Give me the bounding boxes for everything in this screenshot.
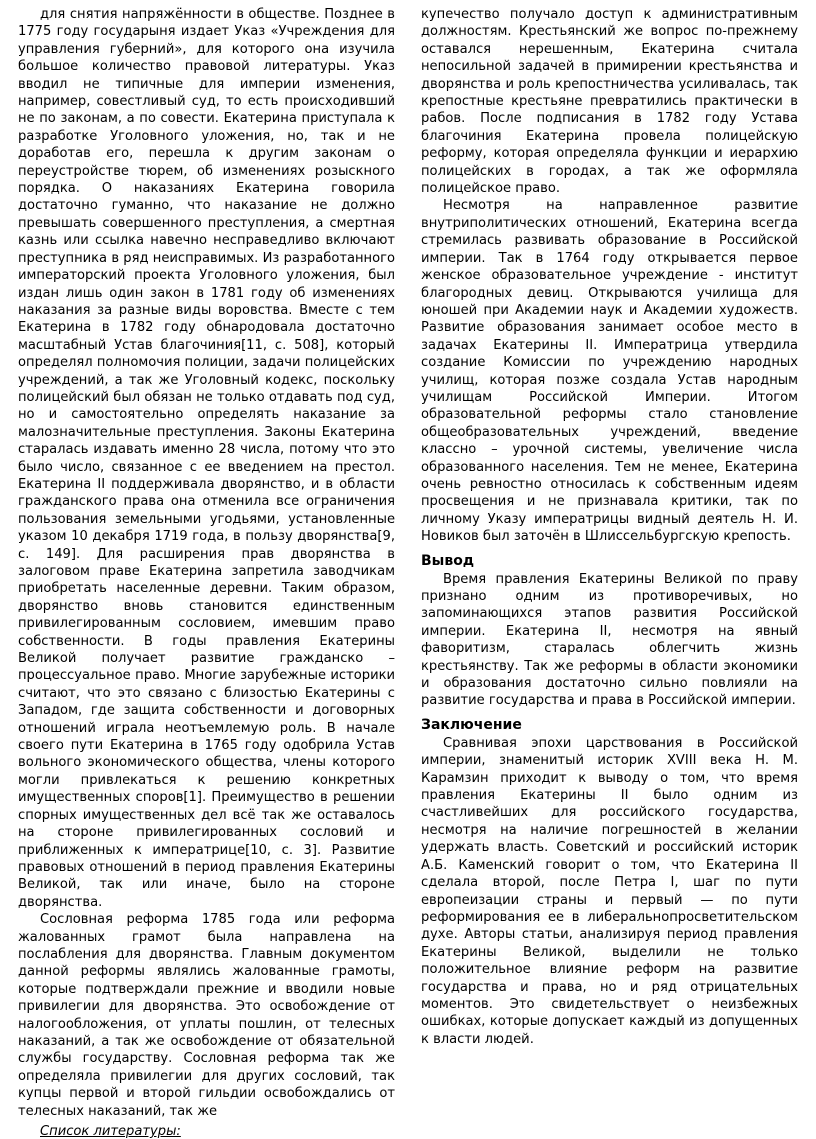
paragraph: Время правления Екатерины Великой по праву признано одним из противоречивых, но запоминающихся этапов развития Российской империи. Екатерина II, несмотря на явный фаворитизм, старалась облегчить жизнь крестьянству. Так же реформы в области экономики и образования достаточно сильно повлияли на развитие государства и права в Российской империи. [421, 571, 798, 709]
paragraph: Сословная реформа 1785 года или реформа жалованных грамот была направлена на послабления для дворянства. Главным документом данной реформы являлись жалованные грамоты, которые подтверждали прежние и вводили новые привилегии для дворянства. Это освобождение от налогообложения, от уплаты пошлин, от телесных наказаний, а так же освобождение от обязательной службы государству. Сословная реформа так же определяла привилегии для других сословий, так купцы первой и второй гильдии освобождались от телесных наказаний, так же [18, 912, 395, 1119]
section-heading-vyvod: Вывод [421, 552, 475, 569]
paragraph: для снятия напряжённости в обществе. Позднее в 1775 году государыня издает Указ «Учреждения для управления губерний», для которого она изучила большое количество правовой литературы. Указ вводил не типичные для империи изменения, например, совестливый суд, то есть происходивший не по законам, а по совести. Екатерина приступала к разработке Уголовного уложения, но, так и не доработав его, перешла к другим законам о переустройстве тюрем, об изменениях розыскного порядка. О наказаниях Екатерина говорила достаточно гуманно, что наказание не должно превышать совершенного преступления, а смертная казнь или ссылка навечно несправедливо включают преступника в ряд неисправимых. Из разработанного императорский проекта Уголовного уложения, был издан лишь один закон в 1781 году об изменениях наказания за разные виды воровства. Вместе с тем Екатерина в 1782 году обнародовала достаточно масштабный Устав благочиния[11, с. 508], который определял полномочия полиции, задачи полицейских учреждений, а так же Уголовный кодекс, поскольку полицейский был обязан не только отдавать под суд, но и самостоятельно определять наказание за малозначительные преступления. Законы Екатерина старалась издавать именно 28 числа, потому что это было число, связанное с ее введением на престол. Екатерина II поддерживала дворянство, и в области гражданского права она отменила все ограничения пользования земельными угодьями, установленные указом 10 декабря 1719 года, в пользу дворянства[9, с. 149]. Для расширения прав дворянства в залоговом праве Екатерина запретила заводчикам приобретать населенные деревни. Таким образом, дворянство вновь становится единственным привилегированным сословием, имевшим право собственности. В годы правления Екатерины Великой получает развитие гражданско – процессуальное право. Многие зарубежные историки считают, что это связано с близостью Екатерины с Западом, где защита собственности и договорных отношений играла неотъемлемую роль. В начале своего пути Екатерина в 1765 году одобрила Устав вольного экономического общества, члены которого могли привлекаться к решению конкретных имущественных споров[1]. Преимущество в решении спорных имущественных дел всё так же оставалось на стороне привилегированных сословий и приближенных к императрице[10, с. 3]. Развитие правовых отношений в период правления Екатерины Великой, так или иначе, было на стороне дворянства. [18, 7, 395, 910]
paragraph: Несмотря на направленное развитие внутриполитических отношений, Екатерина всегда стремилась развивать образование в Российской империи. Так в 1764 году открывается первое женское образовательное учреждение - институт благородных девиц. Открываются училища для юношей при Академии наук и Академии художеств. Развитие образования занимает особое место в задачах Екатерины II. Императрица утвердила создание Комиссии по учреждению народных училищ, которая позже создала Устав народным училищам Российской Империи. Итогом образовательной реформы стало становление общеобразовательных учреждений, введение классно – урочной системы, увеличение числа образованного населения. Тем не менее, Екатерина очень ревностно относилась к собственным идеям просвещения и не признавала критики, так по личному Указу императрицы видный деятель Н. И. Новиков был заточён в Шлиссельбургскую крепость. [421, 198, 798, 545]
paragraph: Сравнивая эпохи царствования в Российской империи, знаменитый историк XVIII века Н. М. Карамзин приходит к выводу о том, что время правления Екатерины II было одним из счастливейших для российского государства, несмотря на наличие погрешностей в желании удержать власть. Советский и российский историк А.Б. Каменский говорит о том, что Екатерина II сделала второй, после Петра I, шаг по пути европеизации страны и первый — по пути реформирования ее в либеральнопросветительском духе. Авторы статьи, анализируя период правления Екатерины Великой, выделили не только положительное влияние реформ на развитие государства и права, но и ряд отрицательных моментов. Это свидетельствует о неизбежных ошибках, которые допускает каждый из допущенных к власти людей. [421, 735, 798, 1047]
two-column-layout [18, 6, 798, 1139]
paragraph: купечество получало доступ к административным должностям. Крестьянский же вопрос по-прежнему оставался нерешенным, Екатерина считала непосильной задачей в примирении крестьянства и дворянства и роль крепостничества усиливалась, так крепостные крестьяне превратились практически в рабов. После подписания в 1782 году Устава благочиния Екатерина провела полицейскую реформу, которая определяла функции и иерархию полицейских в городах, а так же оформляла полицейское право. [421, 7, 798, 197]
left-column [18, 6, 395, 1139]
right-column [421, 6, 798, 1123]
section-heading-zaklyuchenie: Заключение [421, 716, 522, 733]
references-heading: Список литературы: [40, 1124, 181, 1139]
